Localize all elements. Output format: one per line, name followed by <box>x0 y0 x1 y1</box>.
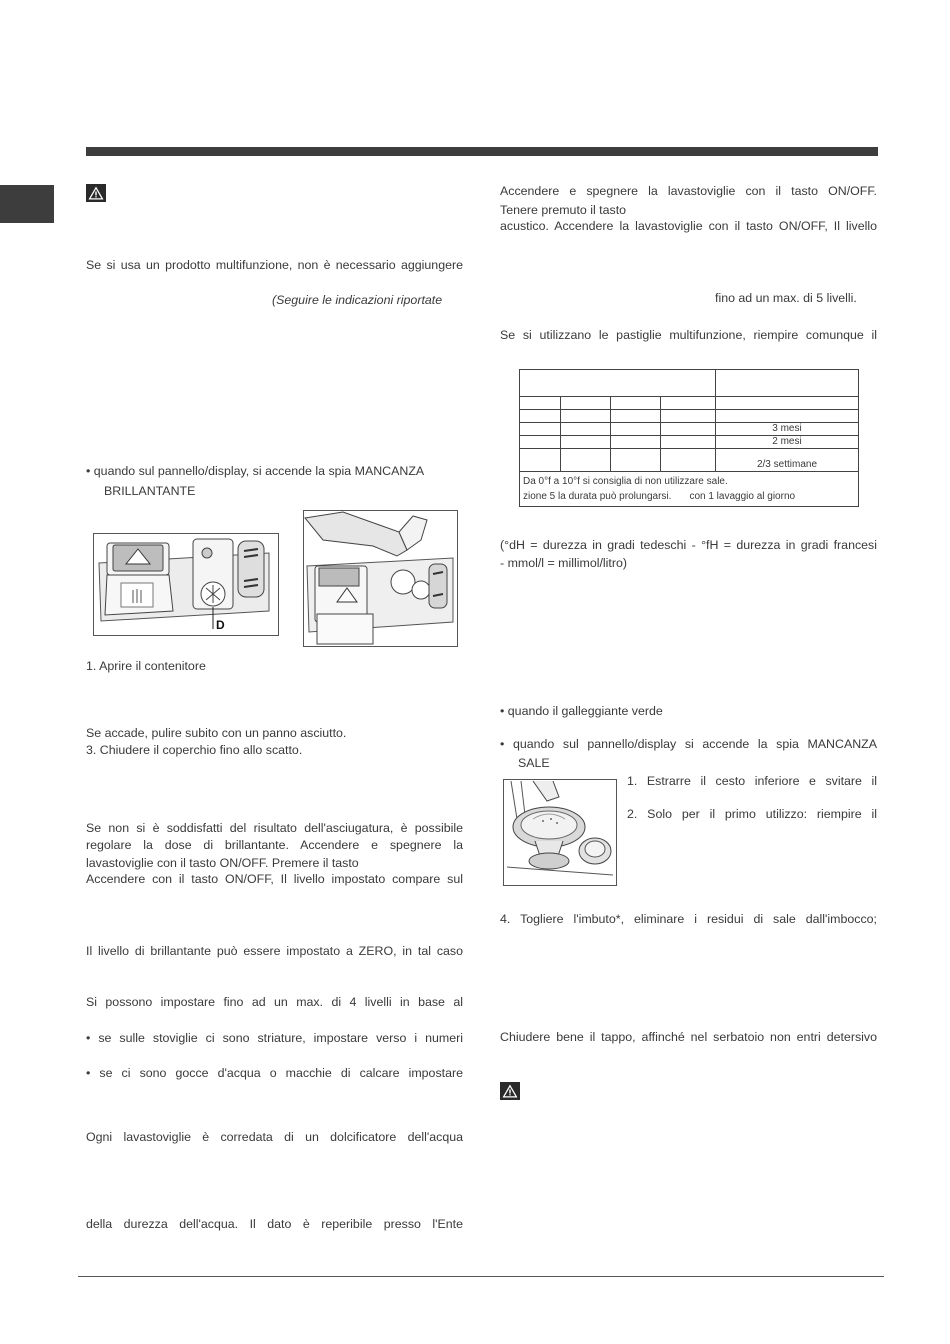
paragraph: della durezza dell'acqua. Il dato è reperibile presso l'Ente <box>86 1217 463 1231</box>
rinse-aid-refill-figure <box>303 510 458 647</box>
legend-text: (°dH = durezza in gradi tedeschi - °fH = durezza in gradi francesi <box>500 538 877 552</box>
step-item: 1. Estrarre il cesto inferiore e svitare il <box>627 774 877 788</box>
paragraph: fino ad un max. di 5 livelli. <box>715 291 857 305</box>
paragraph: Si possono impostare fino ad un max. di 4 livelli in base al <box>86 995 463 1009</box>
warning-icon <box>86 184 106 202</box>
bullet-item: • quando sul pannello/display, si accende la spia MANCANZA <box>86 464 425 478</box>
paragraph: Accendere e spegnere la lavastoviglie con il tasto ON/OFF. <box>500 184 877 198</box>
table-note: con 1 lavaggio al giorno <box>689 491 796 502</box>
warning-icon <box>500 1082 520 1100</box>
paragraph: Se accade, pulire subito con un panno asciutto. <box>86 726 347 740</box>
bullet-item-continuation: BRILLANTANTE <box>104 484 196 498</box>
bullet-item-continuation: SALE <box>518 756 550 770</box>
footer-rule <box>78 1276 884 1277</box>
step-item: 2. Solo per il primo utilizzo: riempire il <box>627 807 877 821</box>
paragraph: Tenere premuto il tasto <box>500 203 627 217</box>
paragraph: Se non si è soddisfatti del risultato dell'asciugatura, è possibile <box>86 821 463 835</box>
bullet-item: • se ci sono gocce d'acqua o macchie di calcare impostare <box>86 1066 463 1080</box>
table-row <box>520 423 859 436</box>
paragraph: Il livello di brillantante può essere impostato a ZERO, in tal caso <box>86 944 463 958</box>
salt-funnel-figure <box>503 779 617 886</box>
table-cell: 2 mesi <box>716 436 859 449</box>
bullet-item: • quando sul pannello/display si accende la spia MANCANZA <box>500 737 877 751</box>
table-row <box>520 397 859 410</box>
header-rule <box>86 147 878 156</box>
water-hardness-table <box>519 369 859 507</box>
paragraph: acustico. Accendere la lavastoviglie con il tasto ON/OFF, Il livello <box>500 219 877 233</box>
table-cell: 2/3 settimane <box>716 449 859 472</box>
paragraph: regolare la dose di brillantante. Accendere e spegnere la <box>86 838 463 852</box>
paragraph: Chiudere bene il tappo, affinché nel serbatoio non entri detersivo <box>500 1030 877 1044</box>
step-item: 1. Aprire il contenitore <box>86 659 206 673</box>
bullet-item: • se sulle stoviglie ci sono striature, impostare verso i numeri <box>86 1031 463 1045</box>
paragraph: (Seguire le indicazioni riportate <box>272 293 443 307</box>
paragraph: Accendere con il tasto ON/OFF, Il livello impostato compare sul <box>86 872 463 886</box>
bullet-item: • quando il galleggiante verde <box>500 704 663 718</box>
figure-label-d: D <box>216 618 225 632</box>
table-cell: 3 mesi <box>716 423 859 436</box>
paragraph: Se si utilizzano le pastiglie multifunzione, riempire comunque il <box>500 328 877 342</box>
table-note: Da 0°f a 10°f si consiglia di non utilizzare sale. <box>523 476 728 487</box>
table-footer-row <box>520 472 859 507</box>
step-item: 3. Chiudere il coperchio fino allo scatto. <box>86 743 303 757</box>
paragraph: Ogni lavastoviglie è corredata di un dolcificatore dell'acqua <box>86 1130 463 1144</box>
rinse-aid-dispenser-figure <box>93 533 279 636</box>
step-item: 4. Togliere l'imbuto*, eliminare i residui di sale dall'imbocco; <box>500 912 877 926</box>
table-row <box>520 449 859 472</box>
table-row <box>520 410 859 423</box>
paragraph: lavastoviglie con il tasto ON/OFF. Premere il tasto <box>86 856 359 870</box>
section-tab-marker <box>0 185 54 223</box>
paragraph: Se si usa un prodotto multifunzione, non è necessario aggiungere <box>86 258 463 272</box>
legend-text: - mmol/l = millimol/litro) <box>500 556 628 570</box>
table-note: zione 5 la durata può prolungarsi. <box>523 491 672 502</box>
table-row <box>520 370 859 397</box>
table-row <box>520 436 859 449</box>
